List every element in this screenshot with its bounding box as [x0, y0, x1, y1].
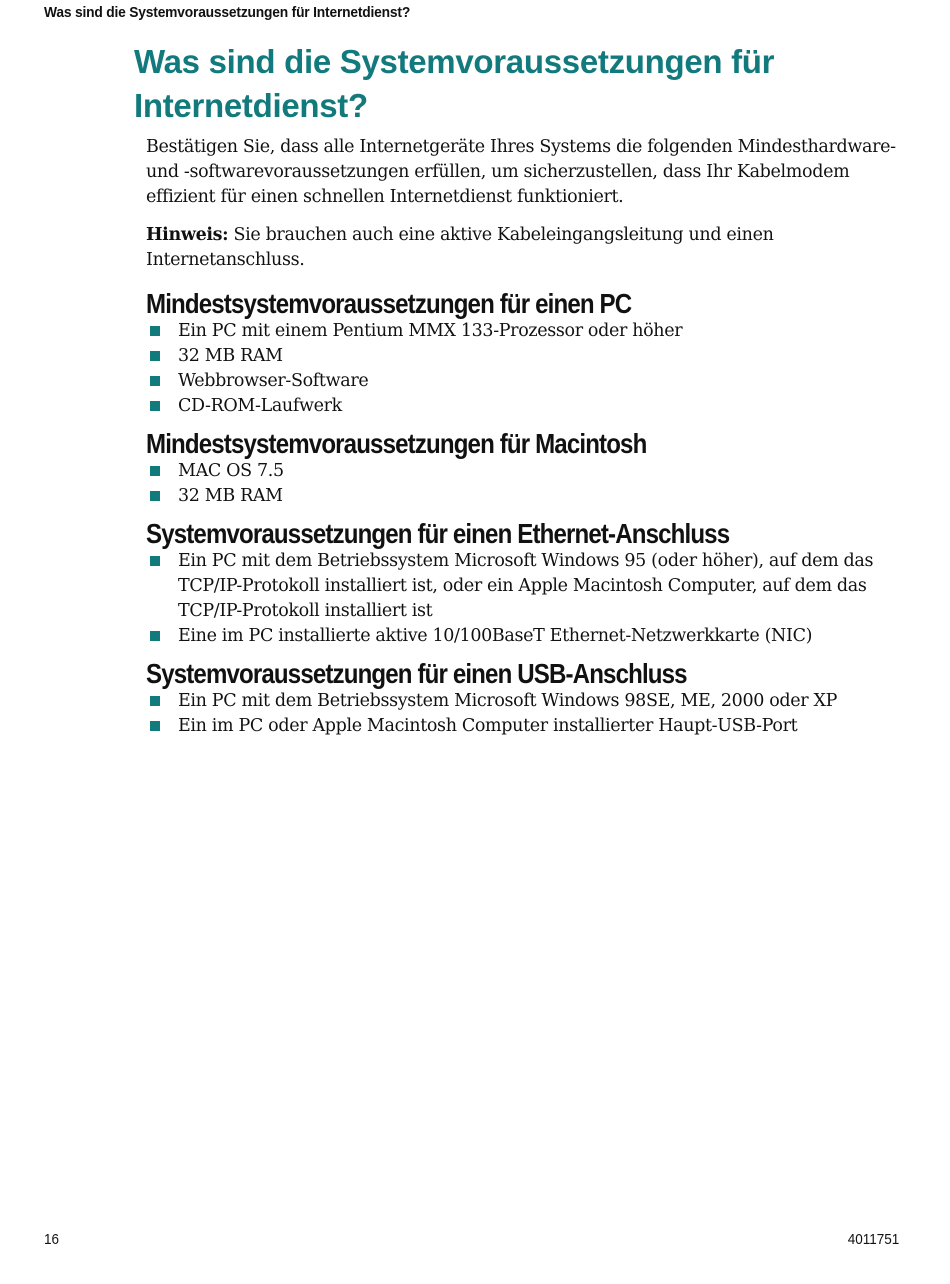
square-bullet-icon: [150, 401, 160, 411]
section-heading: Systemvoraussetzungen für einen Ethernet-Anschluss: [146, 518, 730, 549]
square-bullet-icon: [150, 721, 160, 731]
list-item-text: Ein im PC oder Apple Macintosh Computer installierter Haupt-USB-Port: [178, 716, 798, 736]
list-item: [146, 459, 916, 484]
square-bullet-icon: [150, 351, 160, 361]
square-bullet-icon: [150, 466, 160, 476]
requirements-list: [146, 689, 916, 739]
list-item-text: MAC OS 7.5: [178, 461, 284, 481]
section-heading: Systemvoraussetzungen für einen USB-Anschluss: [146, 658, 687, 689]
square-bullet-icon: [150, 556, 160, 566]
note-text: Sie brauchen auch eine aktive Kabeleingangsleitung und einen Internetanschluss.: [146, 225, 774, 270]
list-item-text: 32 MB RAM: [178, 486, 283, 506]
section-usb-requirements: [146, 657, 916, 739]
square-bullet-icon: [150, 326, 160, 336]
note-label: Hinweis:: [146, 225, 229, 245]
list-item-text: Eine im PC installierte aktive 10/100BaseT Ethernet-Netzwerkkarte (NIC): [178, 626, 813, 646]
list-item-text: Ein PC mit dem Betriebssystem Microsoft Windows 98SE, ME, 2000 oder XP: [178, 691, 838, 711]
page-number: 16: [44, 1231, 60, 1248]
square-bullet-icon: [150, 376, 160, 386]
requirements-list: [146, 319, 916, 419]
section-heading: Mindestsystemvoraussetzungen für einen PC: [146, 288, 632, 319]
requirements-list: [146, 459, 916, 509]
section-mac-requirements: [146, 427, 916, 509]
list-item: [146, 369, 916, 394]
list-item-text: Ein PC mit dem Betriebssystem Microsoft Windows 95 (oder höher), auf dem das TCP/IP-Protokoll installiert ist, oder ein Apple Macintosh Computer, auf dem das TCP/IP-Protokoll installiert ist: [178, 551, 874, 621]
section-ethernet-requirements: [146, 517, 916, 649]
requirements-list: [146, 549, 916, 649]
list-item-text: CD-ROM-Laufwerk: [178, 396, 342, 416]
list-item: [146, 714, 916, 739]
list-item: [146, 319, 916, 344]
document-number: 4011751: [847, 1231, 899, 1248]
intro-paragraph: Bestätigen Sie, dass alle Internetgeräte Ihres Systems die folgenden Mindesthardware- und -softwarevoraussetzungen erfüllen, um sicherzustellen, dass Ihr Kabelmodem effizient für einen schnellen Internetdienst funktioniert.: [146, 137, 896, 207]
list-item: [146, 394, 916, 419]
note-paragraph: [146, 223, 916, 273]
list-item: [146, 624, 916, 649]
list-item: [146, 689, 916, 714]
list-item: [146, 549, 916, 624]
list-item: [146, 484, 916, 509]
section-heading: Mindestsystemvoraussetzungen für Macintosh: [146, 428, 647, 459]
section-pc-requirements: [146, 287, 916, 419]
running-header: Was sind die Systemvoraussetzungen für Internetdienst?: [44, 4, 411, 21]
document-body: [146, 135, 916, 747]
square-bullet-icon: [150, 696, 160, 706]
square-bullet-icon: [150, 631, 160, 641]
list-item: [146, 344, 916, 369]
list-item-text: Webbrowser-Software: [178, 371, 369, 391]
page-title: Was sind die Systemvoraussetzungen für Internetdienst?: [134, 43, 775, 124]
list-item-text: 32 MB RAM: [178, 346, 283, 366]
square-bullet-icon: [150, 491, 160, 501]
list-item-text: Ein PC mit einem Pentium MMX 133-Prozessor oder höher: [178, 321, 683, 341]
